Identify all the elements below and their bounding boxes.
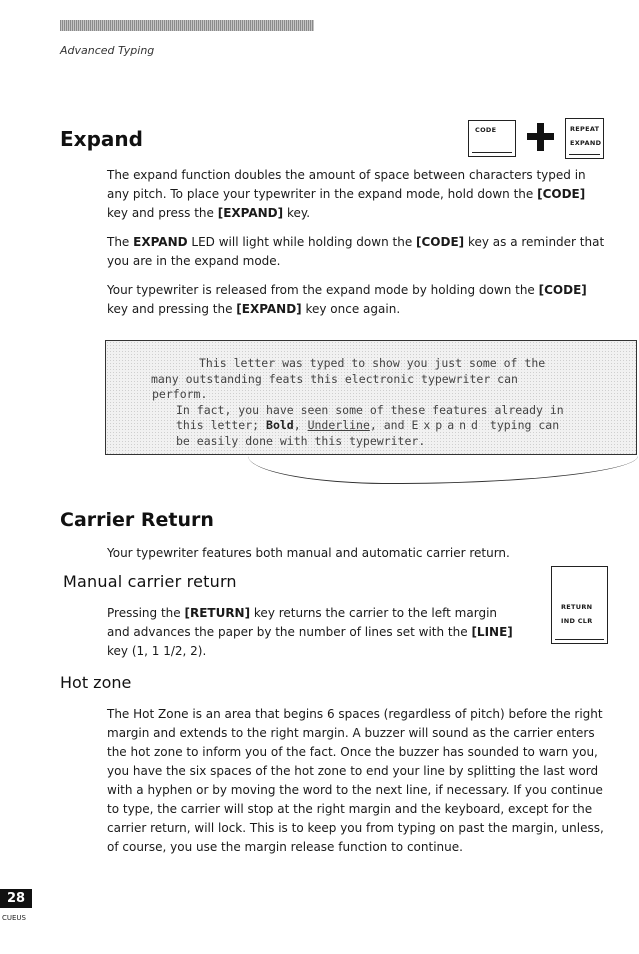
return-key-label: RETURN xyxy=(561,603,593,611)
ind-clr-key-label: IND CLR xyxy=(561,617,593,625)
brand-label: CUEUS xyxy=(2,914,27,922)
text: key once again. xyxy=(301,302,401,316)
expand-key-label: EXPAND xyxy=(570,139,602,147)
subheading-hot-zone: Hot zone xyxy=(60,673,132,692)
bold-sample: Bold xyxy=(266,418,294,432)
plus-icon xyxy=(527,121,553,151)
text: this letter; xyxy=(176,418,267,432)
expand-key-icon xyxy=(565,118,604,159)
letter-line-4: In fact, you have seen some of these features already in xyxy=(176,403,564,417)
header-pattern-bar xyxy=(60,20,314,31)
sample-letter-box xyxy=(105,340,637,455)
carrier-return-intro xyxy=(107,544,607,563)
line-key-ref: [LINE] xyxy=(471,625,513,639)
expand-led-ref: EXPAND xyxy=(133,235,188,249)
text: key (1, 1 1/2, 2). xyxy=(107,644,207,658)
text: The expand function doubles the amount of space between characters typed in any pitch. xyxy=(107,168,586,201)
repeat-key-label: REPEAT xyxy=(570,125,600,133)
text: typing can xyxy=(482,418,560,432)
text: Your typewriter is released from the expand mode by holding down the xyxy=(107,283,539,297)
section-heading-carrier-return: Carrier Return xyxy=(60,509,214,531)
text: , xyxy=(293,418,308,432)
expand-sample: Expand xyxy=(411,418,483,432)
expand-key-ref: [EXPAND] xyxy=(236,302,302,316)
code-key-ref: [CODE] xyxy=(537,187,586,201)
subheading-manual-carrier-return: Manual carrier return xyxy=(63,572,237,591)
text: , and xyxy=(369,418,412,432)
text: key. xyxy=(283,206,311,220)
page-number-badge: 28 xyxy=(0,889,32,908)
letter-line-2: many outstanding feats this electronic typewriter can xyxy=(151,372,518,386)
text: key returns the carrier to the left margin and advances the paper by the number of lines set with the xyxy=(107,606,498,639)
hot-zone-paragraph xyxy=(107,705,607,857)
letter-curl-edge xyxy=(248,453,638,484)
manual-return-paragraph xyxy=(107,604,517,661)
section-heading-expand: Expand xyxy=(60,127,143,151)
expand-paragraph-1 xyxy=(107,166,607,223)
text: The xyxy=(107,235,134,249)
letter-line-3: perform. xyxy=(152,387,208,401)
code-key-icon xyxy=(468,120,516,157)
code-key-ref: [CODE] xyxy=(416,235,465,249)
letter-line-5 xyxy=(176,418,559,434)
letter-line-1: This letter was typed to show you just some of the xyxy=(199,356,546,370)
return-key-ref: [RETURN] xyxy=(184,606,251,620)
underline-sample: Underline xyxy=(307,418,370,432)
running-head: Advanced Typing xyxy=(60,44,155,57)
text: The Hot Zone is an area that begins 6 spaces (regardless of pitch) before the right margin and extends to the right margin. A buzzer will sound as the carrier enters the hot zone to inform you of the fact. Once the buzzer has sounded to warn you, you have the six spaces of the hot zone to end your line by splitting the last word with a hyphen or by moving the word to the next line, if necessary. If you continue to type, the carrier will stop at the right margin and the keyboard, except for the carrier return, will lock. This is to keep you from typing on past the margin, unless, of course, you use the margin release function to continue. xyxy=(107,707,604,854)
letter-line-6: be easily done with this typewriter. xyxy=(176,434,426,448)
text: LED will light while holding down the xyxy=(187,235,417,249)
text: key and pressing the xyxy=(107,302,237,316)
text: To place your typewriter in the expand mode, hold down the xyxy=(170,187,538,201)
code-key-label: CODE xyxy=(475,126,497,134)
text: key as a reminder that you are in the expand mode. xyxy=(107,235,605,268)
expand-paragraph-3 xyxy=(107,281,607,319)
text: key and press the xyxy=(107,206,218,220)
text: Your typewriter features both manual and automatic carrier return. xyxy=(107,546,510,560)
return-key-icon xyxy=(551,566,608,644)
code-key-ref: [CODE] xyxy=(538,283,587,297)
expand-key-ref: [EXPAND] xyxy=(217,206,284,220)
text: Pressing the xyxy=(107,606,185,620)
expand-paragraph-2 xyxy=(107,233,607,271)
